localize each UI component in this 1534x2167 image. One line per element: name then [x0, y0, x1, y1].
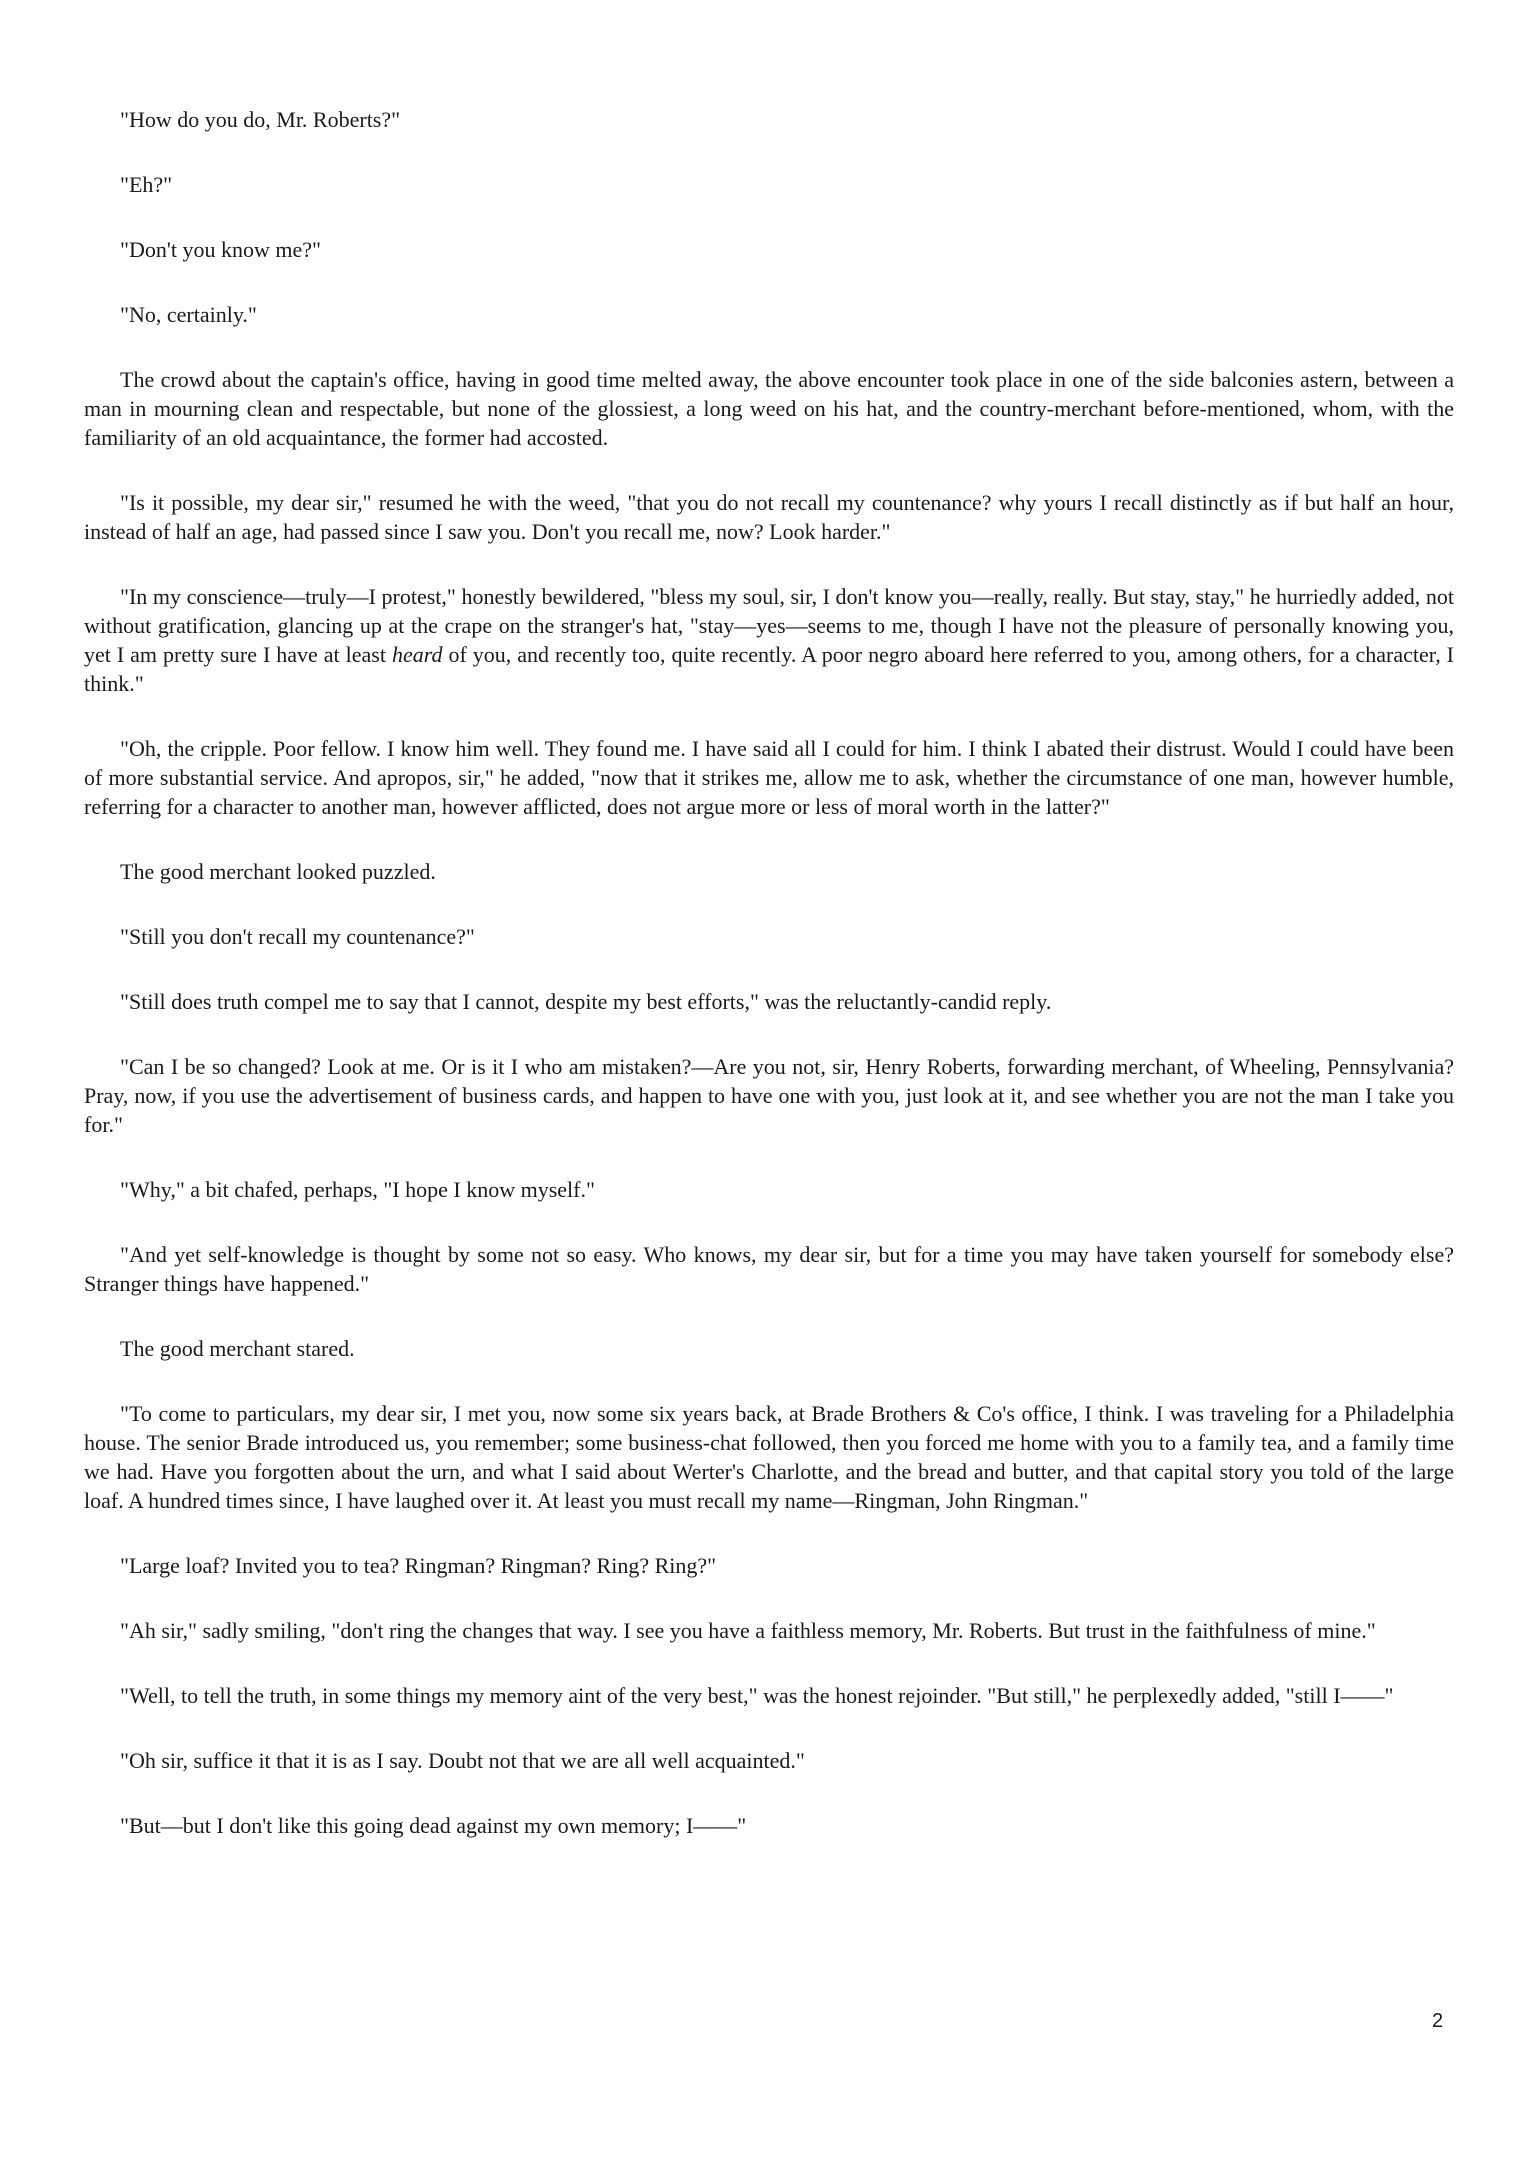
- paragraph-text: "In my conscience—truly—I protest," honestly bewildered, "bless my soul, sir, I don't know you—really, really. But stay, stay," he hurriedly added, not without gratification, glancing up at the crape on the stranger's hat, "stay—yes—seems to me, though I have not the pleasure of personally knowing you, yet I am pretty sure I have at least: [84, 584, 1454, 667]
- paragraph: "No, certainly.": [120, 302, 257, 327]
- paragraph: "Eh?": [120, 172, 173, 197]
- paragraph: "Still does truth compel me to say that I cannot, despite my best efforts," was the reluctantly-candid reply.: [120, 989, 1052, 1014]
- paragraph: "And yet self-knowledge is thought by some not so easy. Who knows, my dear sir, but for a time you may have taken yourself for somebody else? Stranger things have happened.": [84, 1242, 1454, 1296]
- paragraph: "Ah sir," sadly smiling, "don't ring the changes that way. I see you have a faithless memory, Mr. Roberts. But trust in the faithfulness of mine.": [120, 1618, 1376, 1643]
- paragraph: "Why," a bit chafed, perhaps, "I hope I know myself.": [120, 1177, 595, 1202]
- paragraph: "Don't you know me?": [120, 237, 321, 262]
- paragraph: "How do you do, Mr. Roberts?": [120, 107, 401, 132]
- paragraph: "Still you don't recall my countenance?": [120, 924, 475, 949]
- page-number: 2: [1432, 2010, 1444, 2032]
- paragraph: "Oh, the cripple. Poor fellow. I know him well. They found me. I have said all I could for him. I think I abated their distrust. Would I could have been of more substantial service. And apropos, sir," he added, "now that it strikes me, allow me to ask, whether the circumstance of one man, however humble, referring for a character to another man, however afflicted, does not argue more or less of moral worth in the latter?": [84, 736, 1454, 819]
- paragraph: "Large loaf? Invited you to tea? Ringman? Ringman? Ring? Ring?": [120, 1553, 717, 1578]
- page-body: [84, 105, 1454, 1876]
- paragraph-text: of you, and recently too, quite recently. A poor negro aboard here referred to you, among others, for a character, I think.": [84, 642, 1454, 696]
- paragraph: "Can I be so changed? Look at me. Or is it I who am mistaken?—Are you not, sir, Henry Roberts, forwarding merchant, of Wheeling, Pennsylvania? Pray, now, if you use the advertisement of business cards, and happen to have one with you, just look at it, and see whether you are not the man I take you for.": [84, 1054, 1454, 1137]
- paragraph: "Is it possible, my dear sir," resumed he with the weed, "that you do not recall my countenance? why yours I recall distinctly as if but half an hour, instead of half an age, had passed since I saw you. Don't you recall me, now? Look harder.": [84, 490, 1454, 544]
- paragraph: "Well, to tell the truth, in some things my memory aint of the very best," was the honest rejoinder. "But still," he perplexedly added, "still I——": [120, 1683, 1394, 1708]
- paragraph: The good merchant looked puzzled.: [120, 859, 436, 884]
- paragraph: "To come to particulars, my dear sir, I met you, now some six years back, at Brade Brothers & Co's office, I think. I was traveling for a Philadelphia house. The senior Brade introduced us, you remember; some business-chat followed, then you forced me home with you to a family tea, and a family time we had. Have you forgotten about the urn, and what I said about Werter's Charlotte, and the bread and butter, and that capital story you told of the large loaf. A hundred times since, I have laughed over it. At least you must recall my name—Ringman, John Ringman.": [84, 1401, 1454, 1513]
- paragraph: "Oh sir, suffice it that it is as I say. Doubt not that we are all well acquainted.": [120, 1748, 805, 1773]
- paragraph: [84, 582, 1454, 698]
- paragraph: The good merchant stared.: [120, 1336, 355, 1361]
- paragraph: The crowd about the captain's office, having in good time melted away, the above encounter took place in one of the side balconies astern, between a man in mourning clean and respectable, but none of the glossiest, a long weed on his hat, and the country-merchant before-mentioned, whom, with the familiarity of an old acquaintance, the former had accosted.: [84, 367, 1454, 450]
- paragraph: "But—but I don't like this going dead against my own memory; I——": [120, 1813, 747, 1838]
- emphasis-word: heard: [391, 642, 443, 667]
